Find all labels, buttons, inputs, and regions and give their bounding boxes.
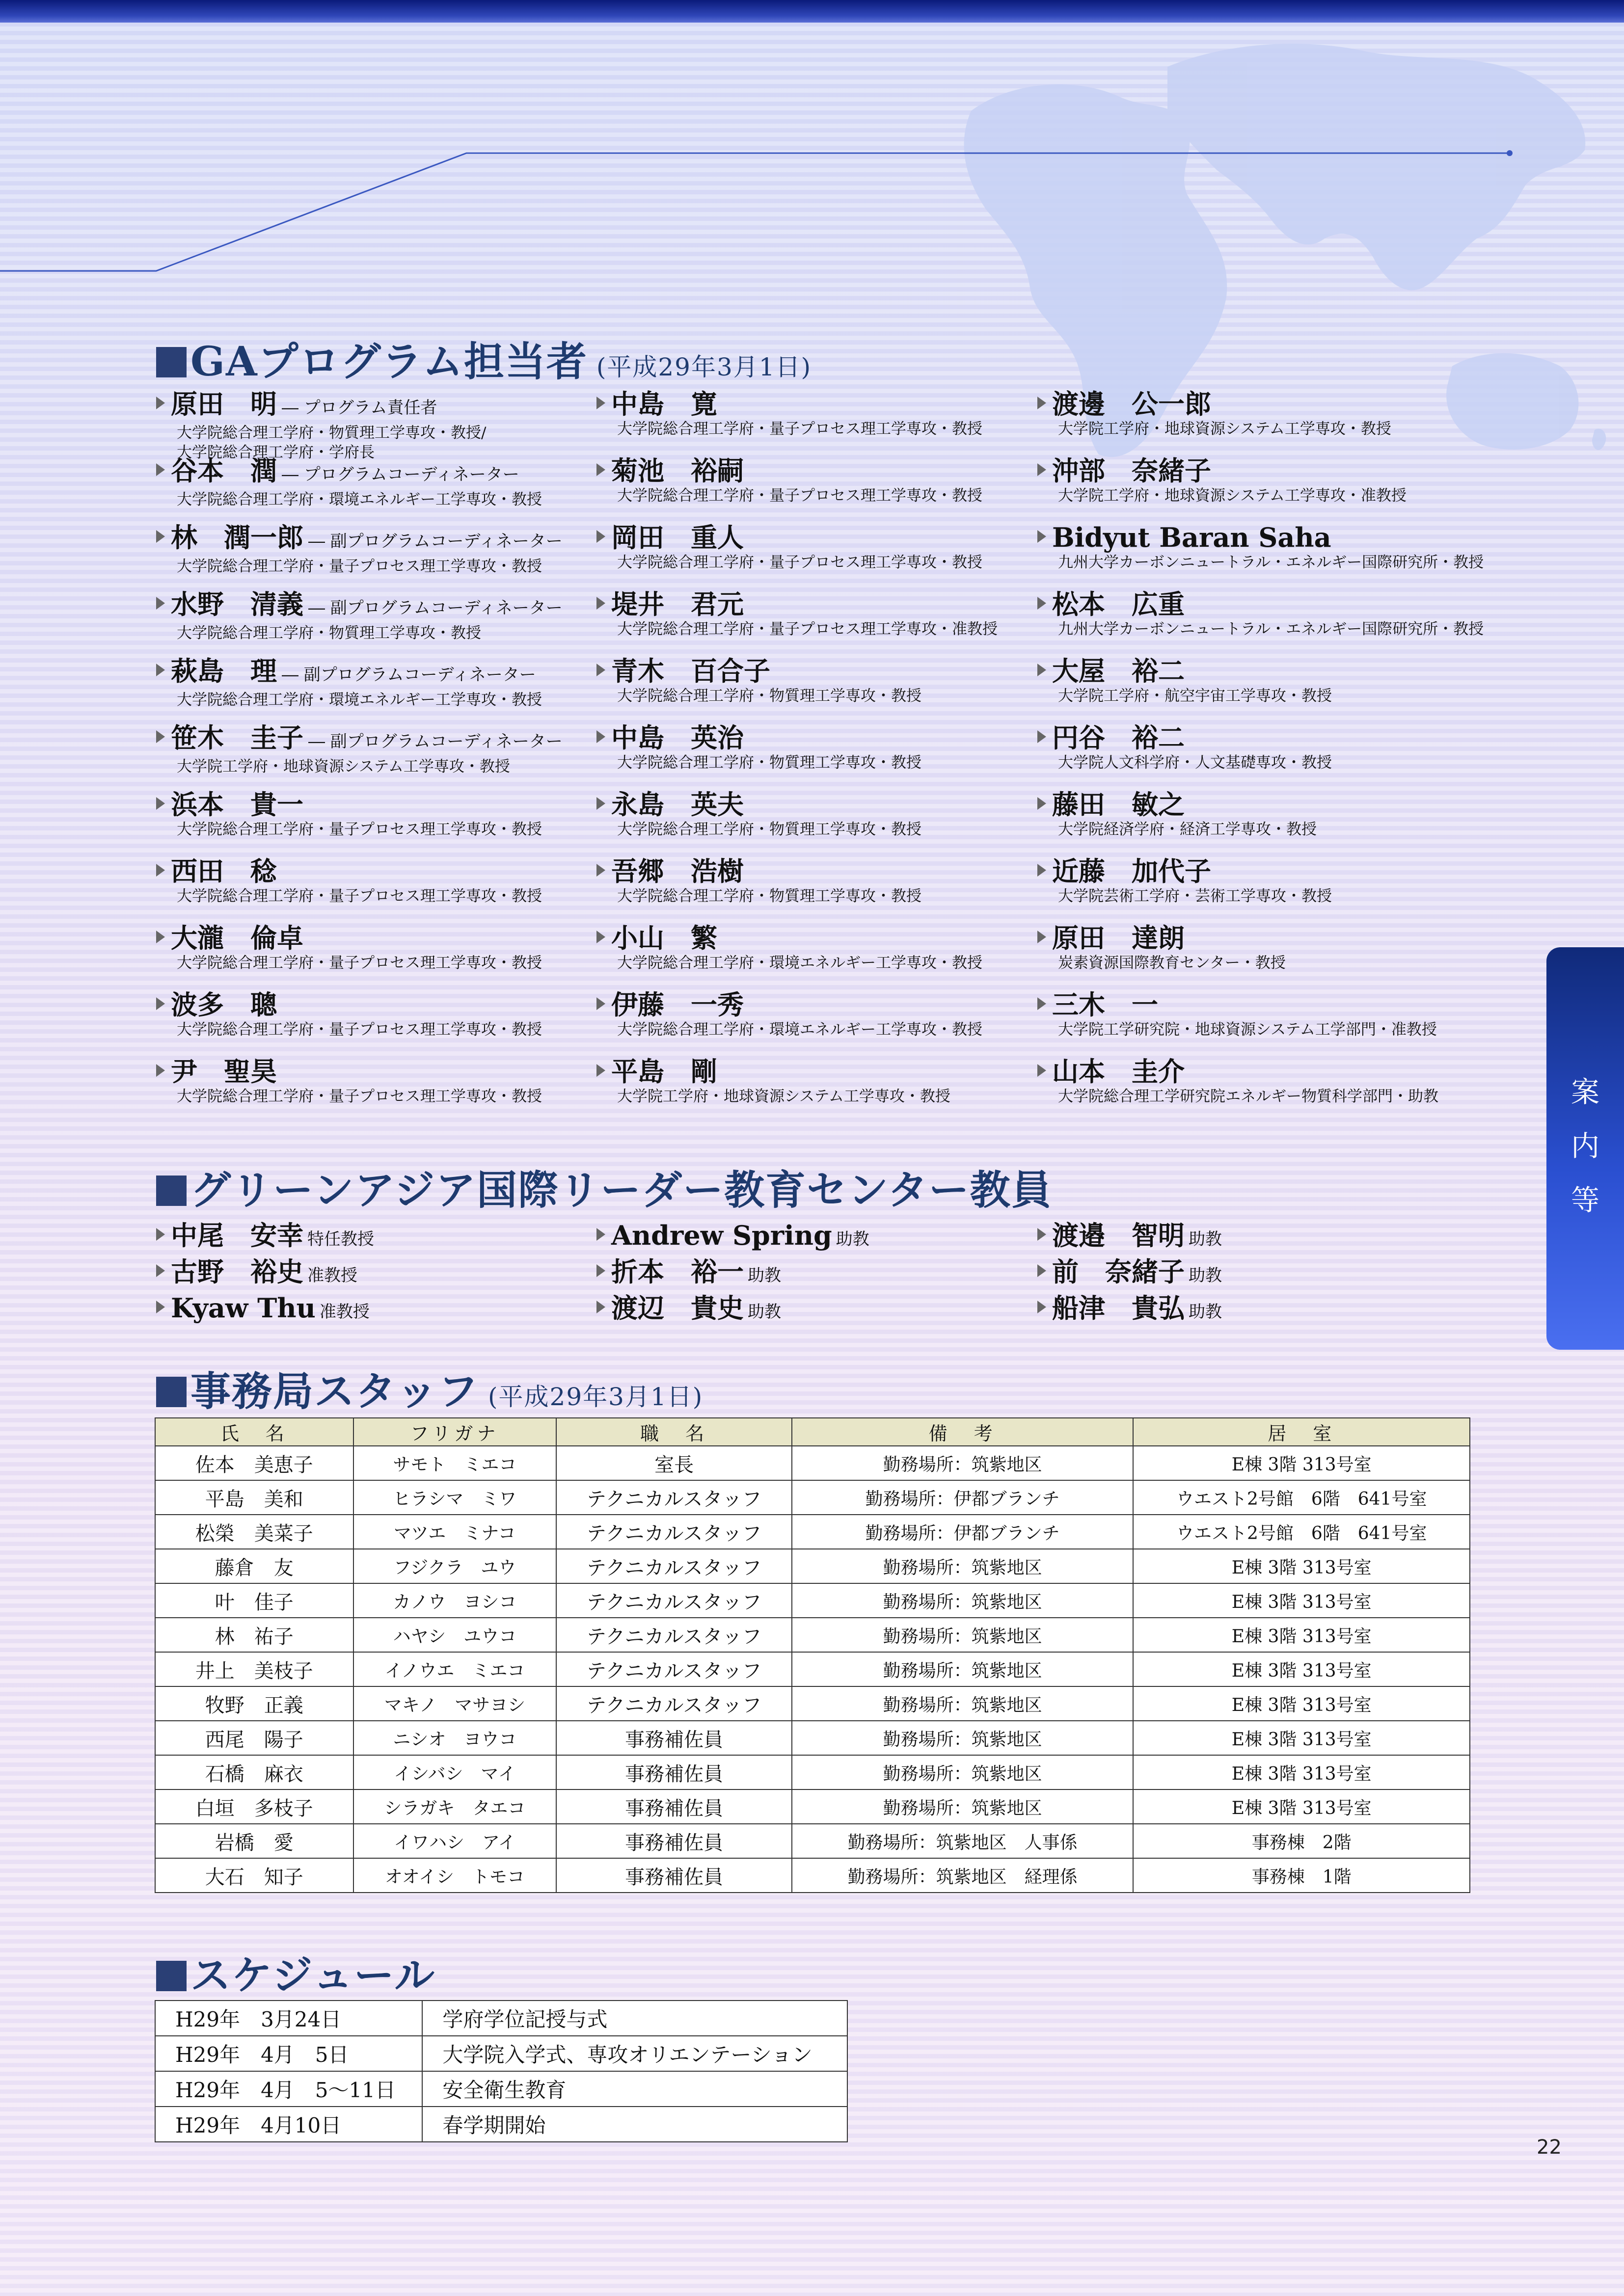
faculty-column-1 — [156, 1217, 588, 1326]
person-name-line — [156, 589, 588, 623]
staff-table-header — [155, 1418, 1470, 1446]
person-name-line — [596, 923, 1029, 953]
person-name: 原田 達朗 — [1052, 922, 1185, 954]
person-name-line — [156, 856, 588, 886]
person-affiliation: 大学院工学府・地球資源システム工学専攻・教授 — [1058, 420, 1391, 438]
person-affiliation: 大学院総合理工学府・量子プロセス理工学専攻・教授 — [617, 554, 982, 571]
staff-date: (平成29年3月1日) — [488, 1383, 704, 1411]
person-affiliation: 大学院総合理工学府・量子プロセス理工学専攻・准教授 — [617, 620, 998, 638]
ga-date: (平成29年3月1日) — [596, 353, 812, 381]
staff-cell-note: 勤務場所：筑紫地区 — [792, 1686, 1133, 1721]
table-row — [155, 1515, 1470, 1549]
person-name-line — [1037, 856, 1469, 886]
table-row — [155, 1789, 1470, 1824]
person-affiliation: 大学院総合理工学府・量子プロセス理工学専攻・教授 — [177, 887, 542, 905]
side-tab-char: 等 — [1570, 1183, 1599, 1217]
person-affiliation: 大学院総合理工学府・物質理工学専攻・教授 — [617, 687, 921, 705]
faculty-name: 古野 裕史 — [171, 1256, 303, 1287]
schedule-date: H29年 3月24日 — [155, 2001, 422, 2036]
person-name-line — [596, 455, 1029, 486]
schedule-event: 大学院入学式、専攻オリエンテーション — [422, 2036, 847, 2071]
staff-cell-name: 白垣 多枝子 — [155, 1789, 353, 1824]
staff-cell-name: 松榮 美菜子 — [155, 1515, 353, 1549]
person-name: 青木 百合子 — [611, 655, 770, 687]
person-entry — [1037, 789, 1469, 856]
staff-cell-room: E棟 3階 313号室 — [1133, 1686, 1470, 1721]
staff-cell-note: 勤務場所：筑紫地区 — [792, 1789, 1133, 1824]
person-entry — [156, 1056, 588, 1123]
person-name: 萩島 理 — [171, 655, 277, 687]
person-affiliation: 大学院総合理工学研究院エネルギー物質科学部門・助教 — [1058, 1088, 1438, 1105]
person-entry — [596, 389, 1029, 455]
staff-cell-name: 井上 美枝子 — [155, 1652, 353, 1686]
faculty-entry — [596, 1254, 1029, 1290]
person-name-line — [156, 389, 588, 423]
square-bullet-icon — [156, 1961, 187, 1991]
ga-column-2 — [596, 389, 1029, 1123]
person-entry — [156, 388, 588, 461]
staff-cell-name: 石橋 麻衣 — [155, 1755, 353, 1789]
person-name-line — [156, 656, 588, 690]
staff-cell-name: 林 祐子 — [155, 1618, 353, 1652]
staff-title-text: 事務局スタッフ — [190, 1368, 480, 1415]
staff-column-header: フリガナ — [353, 1418, 557, 1446]
person-entry — [156, 923, 588, 989]
staff-column-header: 職 名 — [556, 1418, 792, 1446]
side-tab-label — [1546, 1065, 1624, 1232]
faculty-column-3 — [1037, 1217, 1469, 1326]
person-name-line — [1037, 589, 1469, 619]
staff-cell-title: テクニカルスタッフ — [556, 1686, 792, 1721]
staff-cell-note: 勤務場所：筑紫地区 — [792, 1652, 1133, 1686]
person-entry — [596, 856, 1029, 923]
faculty-rank: 助教 — [836, 1229, 869, 1249]
person-name-line — [1037, 989, 1469, 1020]
person-entry — [1037, 389, 1469, 455]
decorative-line — [0, 0, 1624, 294]
faculty-name: Kyaw Thu — [171, 1292, 316, 1324]
table-row — [155, 1446, 1470, 1480]
person-role: ― 副プログラムコーディネーター — [308, 532, 563, 551]
staff-cell-kana: シラガキ タエコ — [353, 1789, 557, 1824]
person-name-line — [1037, 722, 1469, 753]
staff-cell-name: 平島 美和 — [155, 1480, 353, 1515]
table-row — [155, 2107, 847, 2142]
faculty-name: 船津 貴弘 — [1052, 1292, 1185, 1324]
staff-cell-room: E棟 3階 313号室 — [1133, 1583, 1470, 1618]
person-name: 大瀧 倫卓 — [171, 922, 303, 954]
person-entry — [596, 923, 1029, 989]
person-name: 吾郷 浩樹 — [611, 855, 744, 887]
person-name: 伊藤 一秀 — [611, 989, 744, 1020]
person-affiliation: 大学院経済学府・経済工学専攻・教授 — [1058, 821, 1317, 838]
center-title-text: グリーンアジア国際リーダー教育センター教員 — [190, 1167, 1053, 1214]
person-affiliation: 大学院工学府・航空宇宙工学専攻・教授 — [1058, 687, 1332, 705]
person-name: 三木 一 — [1052, 989, 1158, 1020]
staff-cell-note: 勤務場所：筑紫地区 — [792, 1446, 1133, 1480]
ga-section-title — [156, 330, 812, 387]
person-affiliation: 大学院人文科学府・人文基礎専攻・教授 — [1058, 754, 1332, 772]
staff-cell-name: 佐本 美恵子 — [155, 1446, 353, 1480]
person-affiliation: 大学院工学府・地球資源システム工学専攻・教授 — [177, 758, 510, 775]
person-name-line — [156, 1056, 588, 1087]
ga-column-1 — [156, 389, 588, 1123]
staff-cell-room: 事務棟 2階 — [1133, 1824, 1470, 1858]
person-name-line — [1037, 455, 1469, 486]
person-name: 西田 稔 — [171, 855, 277, 887]
person-entry — [1037, 856, 1469, 923]
person-name: 沖部 奈緒子 — [1052, 455, 1211, 486]
person-name-line — [1037, 389, 1469, 419]
schedule-table — [155, 2000, 848, 2142]
person-name-line — [1037, 522, 1469, 553]
staff-section-title — [156, 1360, 703, 1417]
table-row — [155, 2071, 847, 2107]
person-name: 菊池 裕嗣 — [611, 455, 744, 486]
person-name-line — [156, 455, 588, 490]
person-affiliation: 大学院総合理工学府・量子プロセス理工学専攻・教授 — [177, 1088, 542, 1105]
person-affiliation: 大学院総合理工学府・学府長 — [177, 444, 375, 461]
staff-cell-note: 勤務場所：筑紫地区 — [792, 1583, 1133, 1618]
person-name: 浜本 貴一 — [171, 789, 303, 820]
person-name: 中島 英治 — [611, 722, 744, 753]
person-affiliation: 大学院総合理工学府・物質理工学専攻・教授/ — [177, 424, 487, 442]
person-role: ― プログラム責任者 — [282, 398, 437, 418]
person-name-line — [156, 789, 588, 820]
person-entry — [596, 1056, 1029, 1123]
staff-cell-room: ウエスト2号館 6階 641号室 — [1133, 1480, 1470, 1515]
person-affiliation: 大学院芸術工学府・芸術工学専攻・教授 — [1058, 887, 1332, 905]
staff-cell-name: 岩橋 愛 — [155, 1824, 353, 1858]
person-name: 尹 聖昊 — [171, 1056, 277, 1087]
person-name-line — [1037, 656, 1469, 686]
table-row — [155, 2036, 847, 2071]
person-name: 岡田 重人 — [611, 522, 744, 553]
person-affiliation: 大学院工学府・地球資源システム工学専攻・准教授 — [1058, 487, 1407, 505]
person-role: ― 副プログラムコーディネーター — [308, 732, 563, 751]
person-entry — [1037, 923, 1469, 989]
faculty-entry — [156, 1254, 588, 1290]
person-entry — [596, 722, 1029, 789]
person-name-line — [596, 389, 1029, 419]
person-entry — [596, 589, 1029, 656]
person-name: 松本 広重 — [1052, 588, 1185, 620]
faculty-name: Andrew Spring — [611, 1220, 832, 1251]
schedule-title-text: スケジュール — [190, 1952, 436, 1999]
person-entry — [1037, 588, 1484, 656]
staff-cell-note: 勤務場所：伊都ブランチ — [792, 1515, 1133, 1549]
person-name: 堤井 君元 — [611, 588, 744, 620]
staff-cell-note: 勤務場所：筑紫地区 — [792, 1618, 1133, 1652]
person-entry — [156, 789, 588, 856]
person-entry — [156, 522, 588, 589]
person-name: 小山 繁 — [611, 922, 717, 954]
staff-cell-title: テクニカルスタッフ — [556, 1583, 792, 1618]
person-name-line — [596, 656, 1029, 686]
person-entry — [1037, 522, 1484, 589]
faculty-entry — [1037, 1290, 1469, 1326]
faculty-rank: 准教授 — [319, 1302, 370, 1322]
person-affiliation: 大学院総合理工学府・物質理工学専攻・教授 — [177, 624, 481, 642]
person-name: 永島 英夫 — [611, 789, 744, 820]
staff-cell-name: 西尾 陽子 — [155, 1721, 353, 1755]
faculty-entry — [1037, 1217, 1469, 1254]
staff-cell-kana: イワハシ アイ — [353, 1824, 557, 1858]
person-name: 円谷 裕二 — [1052, 722, 1185, 753]
staff-cell-title: 事務補佐員 — [556, 1789, 792, 1824]
person-entry — [596, 455, 1029, 522]
person-name-line — [156, 989, 588, 1020]
schedule-date: H29年 4月10日 — [155, 2107, 422, 2142]
person-affiliation: 大学院総合理工学府・量子プロセス理工学専攻・教授 — [177, 821, 542, 838]
table-row — [155, 1755, 1470, 1789]
person-name: 藤田 敏之 — [1052, 789, 1185, 820]
staff-cell-kana: マツエ ミナコ — [353, 1515, 557, 1549]
schedule-event: 学府学位記授与式 — [422, 2001, 847, 2036]
person-name-line — [1037, 923, 1469, 953]
person-entry — [596, 522, 1029, 589]
staff-cell-room: 事務棟 1階 — [1133, 1858, 1470, 1893]
staff-column-header: 備 考 — [792, 1418, 1133, 1446]
person-name-line — [596, 989, 1029, 1020]
person-name-line — [156, 923, 588, 953]
staff-cell-note: 勤務場所：伊都ブランチ — [792, 1480, 1133, 1515]
staff-cell-title: 事務補佐員 — [556, 1858, 792, 1893]
person-name: Bidyut Baran Saha — [1052, 522, 1331, 553]
faculty-rank: 助教 — [1189, 1266, 1222, 1285]
faculty-entry — [156, 1217, 588, 1254]
person-name-line — [1037, 1056, 1469, 1087]
schedule-date: H29年 4月 5日 — [155, 2036, 422, 2071]
person-entry — [156, 989, 588, 1056]
staff-column-header: 居 室 — [1133, 1418, 1470, 1446]
square-bullet-icon — [156, 1377, 187, 1407]
staff-cell-room: E棟 3階 313号室 — [1133, 1652, 1470, 1686]
side-tab-guide[interactable] — [1546, 947, 1624, 1350]
staff-cell-room: E棟 3階 313号室 — [1133, 1549, 1470, 1583]
person-entry — [596, 789, 1029, 856]
person-name-line — [596, 589, 1029, 619]
page-number: 22 — [1537, 2136, 1562, 2159]
staff-cell-kana: イシバシ マイ — [353, 1755, 557, 1789]
staff-cell-name: 牧野 正義 — [155, 1686, 353, 1721]
person-affiliation: 炭素資源国際教育センター・教授 — [1058, 954, 1286, 972]
person-affiliation: 大学院総合理工学府・物質理工学専攻・教授 — [617, 887, 921, 905]
table-row — [155, 1686, 1470, 1721]
person-entry — [156, 589, 588, 656]
staff-cell-note: 勤務場所：筑紫地区 — [792, 1721, 1133, 1755]
schedule-event: 安全衛生教育 — [422, 2071, 847, 2107]
person-name: 波多 聰 — [171, 989, 277, 1020]
person-name-line — [596, 1056, 1029, 1087]
person-name-line — [596, 789, 1029, 820]
faculty-entry — [596, 1217, 1029, 1254]
person-name: 山本 圭介 — [1052, 1056, 1185, 1087]
person-affiliation: 大学院総合理工学府・量子プロセス理工学専攻・教授 — [617, 487, 982, 505]
staff-cell-title: 事務補佐員 — [556, 1824, 792, 1858]
staff-cell-note: 勤務場所：筑紫地区 — [792, 1755, 1133, 1789]
staff-table — [155, 1417, 1470, 1893]
person-entry — [156, 455, 588, 522]
person-entry — [1037, 656, 1469, 722]
faculty-entry — [596, 1290, 1029, 1326]
person-entry — [156, 656, 588, 722]
person-name: 林 潤一郎 — [171, 522, 303, 553]
staff-cell-kana: フジクラ ユウ — [353, 1549, 557, 1583]
square-bullet-icon — [156, 347, 187, 377]
person-affiliation: 大学院総合理工学府・環境エネルギー工学専攻・教授 — [617, 954, 982, 972]
faculty-name: 中尾 安幸 — [171, 1220, 303, 1251]
faculty-rank: 特任教授 — [307, 1229, 374, 1249]
person-affiliation: 大学院総合理工学府・量子プロセス理工学専攻・教授 — [617, 420, 982, 438]
person-name-line — [1037, 789, 1469, 820]
faculty-rank: 助教 — [748, 1302, 781, 1322]
staff-cell-room: E棟 3階 313号室 — [1133, 1789, 1470, 1824]
faculty-name: 渡辺 貴史 — [611, 1292, 744, 1324]
person-name-line — [596, 522, 1029, 553]
person-entry — [596, 656, 1029, 722]
person-name: 中島 寛 — [611, 388, 717, 420]
staff-cell-name: 大石 知子 — [155, 1858, 353, 1893]
center-section-title — [156, 1158, 1053, 1216]
table-row — [155, 1652, 1470, 1686]
staff-cell-kana: オオイシ トモコ — [353, 1858, 557, 1893]
staff-cell-room: ウエスト2号館 6階 641号室 — [1133, 1515, 1470, 1549]
table-row — [155, 1824, 1470, 1858]
person-name: 笹木 圭子 — [171, 722, 303, 753]
staff-cell-room: E棟 3階 313号室 — [1133, 1618, 1470, 1652]
person-entry — [156, 856, 588, 923]
staff-cell-title: テクニカルスタッフ — [556, 1652, 792, 1686]
person-affiliation: 大学院工学研究院・地球資源システム工学部門・准教授 — [1058, 1021, 1437, 1039]
faculty-rank: 助教 — [1189, 1229, 1222, 1249]
table-row — [155, 2001, 847, 2036]
staff-cell-room: E棟 3階 313号室 — [1133, 1755, 1470, 1789]
person-name: 谷本 潤 — [171, 455, 277, 486]
person-role: ― 副プログラムコーディネーター — [308, 598, 563, 618]
staff-cell-title: テクニカルスタッフ — [556, 1480, 792, 1515]
person-name: 近藤 加代子 — [1052, 855, 1211, 887]
staff-cell-kana: ハヤシ ユウコ — [353, 1618, 557, 1652]
faculty-entry — [1037, 1254, 1469, 1290]
staff-cell-title: テクニカルスタッフ — [556, 1549, 792, 1583]
person-affiliation: 大学院総合理工学府・量子プロセス理工学専攻・教授 — [177, 1021, 542, 1039]
table-row — [155, 1549, 1470, 1583]
staff-cell-name: 藤倉 友 — [155, 1549, 353, 1583]
person-entry — [1037, 455, 1469, 522]
person-entry — [1037, 989, 1469, 1056]
person-name: 水野 清義 — [171, 588, 303, 620]
schedule-event: 春学期開始 — [422, 2107, 847, 2142]
person-name-line — [156, 522, 588, 557]
person-name: 平島 剛 — [611, 1056, 717, 1087]
faculty-rank: 助教 — [748, 1266, 781, 1285]
table-row — [155, 1583, 1470, 1618]
faculty-column-2 — [596, 1217, 1029, 1326]
square-bullet-icon — [156, 1175, 187, 1206]
person-affiliation: 大学院総合理工学府・量子プロセス理工学専攻・教授 — [177, 954, 542, 972]
table-row — [155, 1480, 1470, 1515]
ga-column-3 — [1037, 388, 1484, 1123]
staff-cell-title: 事務補佐員 — [556, 1721, 792, 1755]
person-affiliation: 大学院総合理工学府・環境エネルギー工学専攻・教授 — [177, 491, 542, 508]
staff-cell-room: E棟 3階 313号室 — [1133, 1446, 1470, 1480]
table-row — [155, 1721, 1470, 1755]
person-role: ― プログラムコーディネーター — [282, 465, 519, 484]
faculty-rank: 助教 — [1189, 1302, 1222, 1322]
ga-title-text: GAプログラム担当者 — [190, 338, 588, 385]
table-row — [155, 1618, 1470, 1652]
person-name: 渡邊 公一郎 — [1052, 388, 1211, 420]
staff-cell-kana: サモト ミエコ — [353, 1446, 557, 1480]
person-name-line — [596, 722, 1029, 753]
side-tab-char: 案 — [1570, 1075, 1599, 1109]
staff-cell-kana: カノウ ヨシコ — [353, 1583, 557, 1618]
person-affiliation: 大学院総合理工学府・物質理工学専攻・教授 — [617, 754, 921, 772]
person-affiliation: 大学院総合理工学府・量子プロセス理工学専攻・教授 — [177, 558, 542, 575]
person-entry — [596, 989, 1029, 1056]
person-entry — [1037, 1056, 1469, 1123]
person-affiliation: 大学院総合理工学府・環境エネルギー工学専攻・教授 — [177, 691, 542, 709]
table-row — [155, 1858, 1470, 1893]
staff-cell-note: 勤務場所：筑紫地区 人事係 — [792, 1824, 1133, 1858]
faculty-name: 渡邉 智明 — [1052, 1220, 1185, 1251]
staff-cell-room: E棟 3階 313号室 — [1133, 1721, 1470, 1755]
staff-cell-title: テクニカルスタッフ — [556, 1618, 792, 1652]
side-tab-char: 内 — [1570, 1129, 1599, 1163]
faculty-entry — [156, 1290, 588, 1326]
person-affiliation: 大学院総合理工学府・環境エネルギー工学専攻・教授 — [617, 1021, 982, 1039]
person-affiliation: 大学院総合理工学府・物質理工学専攻・教授 — [617, 821, 921, 838]
staff-cell-kana: イノウエ ミエコ — [353, 1652, 557, 1686]
person-name-line — [156, 722, 588, 757]
person-name: 大屋 裕二 — [1052, 655, 1185, 687]
person-affiliation: 九州大学カーボンニュートラル・エネルギー国際研究所・教授 — [1058, 554, 1484, 571]
person-entry — [156, 722, 588, 789]
person-name-line — [596, 856, 1029, 886]
staff-cell-kana: ニシオ ヨウコ — [353, 1721, 557, 1755]
staff-cell-title: テクニカルスタッフ — [556, 1515, 792, 1549]
person-name: 原田 明 — [171, 388, 277, 420]
schedule-date: H29年 4月 5〜11日 — [155, 2071, 422, 2107]
staff-cell-name: 叶 佳子 — [155, 1583, 353, 1618]
staff-column-header: 氏 名 — [155, 1418, 353, 1446]
faculty-name: 折本 裕一 — [611, 1256, 744, 1287]
staff-cell-note: 勤務場所：筑紫地区 経理係 — [792, 1858, 1133, 1893]
faculty-name: 前 奈緒子 — [1052, 1256, 1185, 1287]
person-affiliation: 大学院工学府・地球資源システム工学専攻・教授 — [617, 1088, 950, 1105]
staff-cell-kana: マキノ マサヨシ — [353, 1686, 557, 1721]
person-affiliation: 九州大学カーボンニュートラル・エネルギー国際研究所・教授 — [1058, 620, 1484, 638]
staff-cell-title: 室長 — [556, 1446, 792, 1480]
schedule-section-title — [156, 1944, 435, 2001]
staff-cell-kana: ヒラシマ ミワ — [353, 1480, 557, 1515]
staff-cell-title: 事務補佐員 — [556, 1755, 792, 1789]
faculty-rank: 准教授 — [307, 1266, 357, 1285]
person-entry — [1037, 722, 1469, 789]
person-role: ― 副プログラムコーディネーター — [282, 665, 536, 685]
staff-cell-note: 勤務場所：筑紫地区 — [792, 1549, 1133, 1583]
